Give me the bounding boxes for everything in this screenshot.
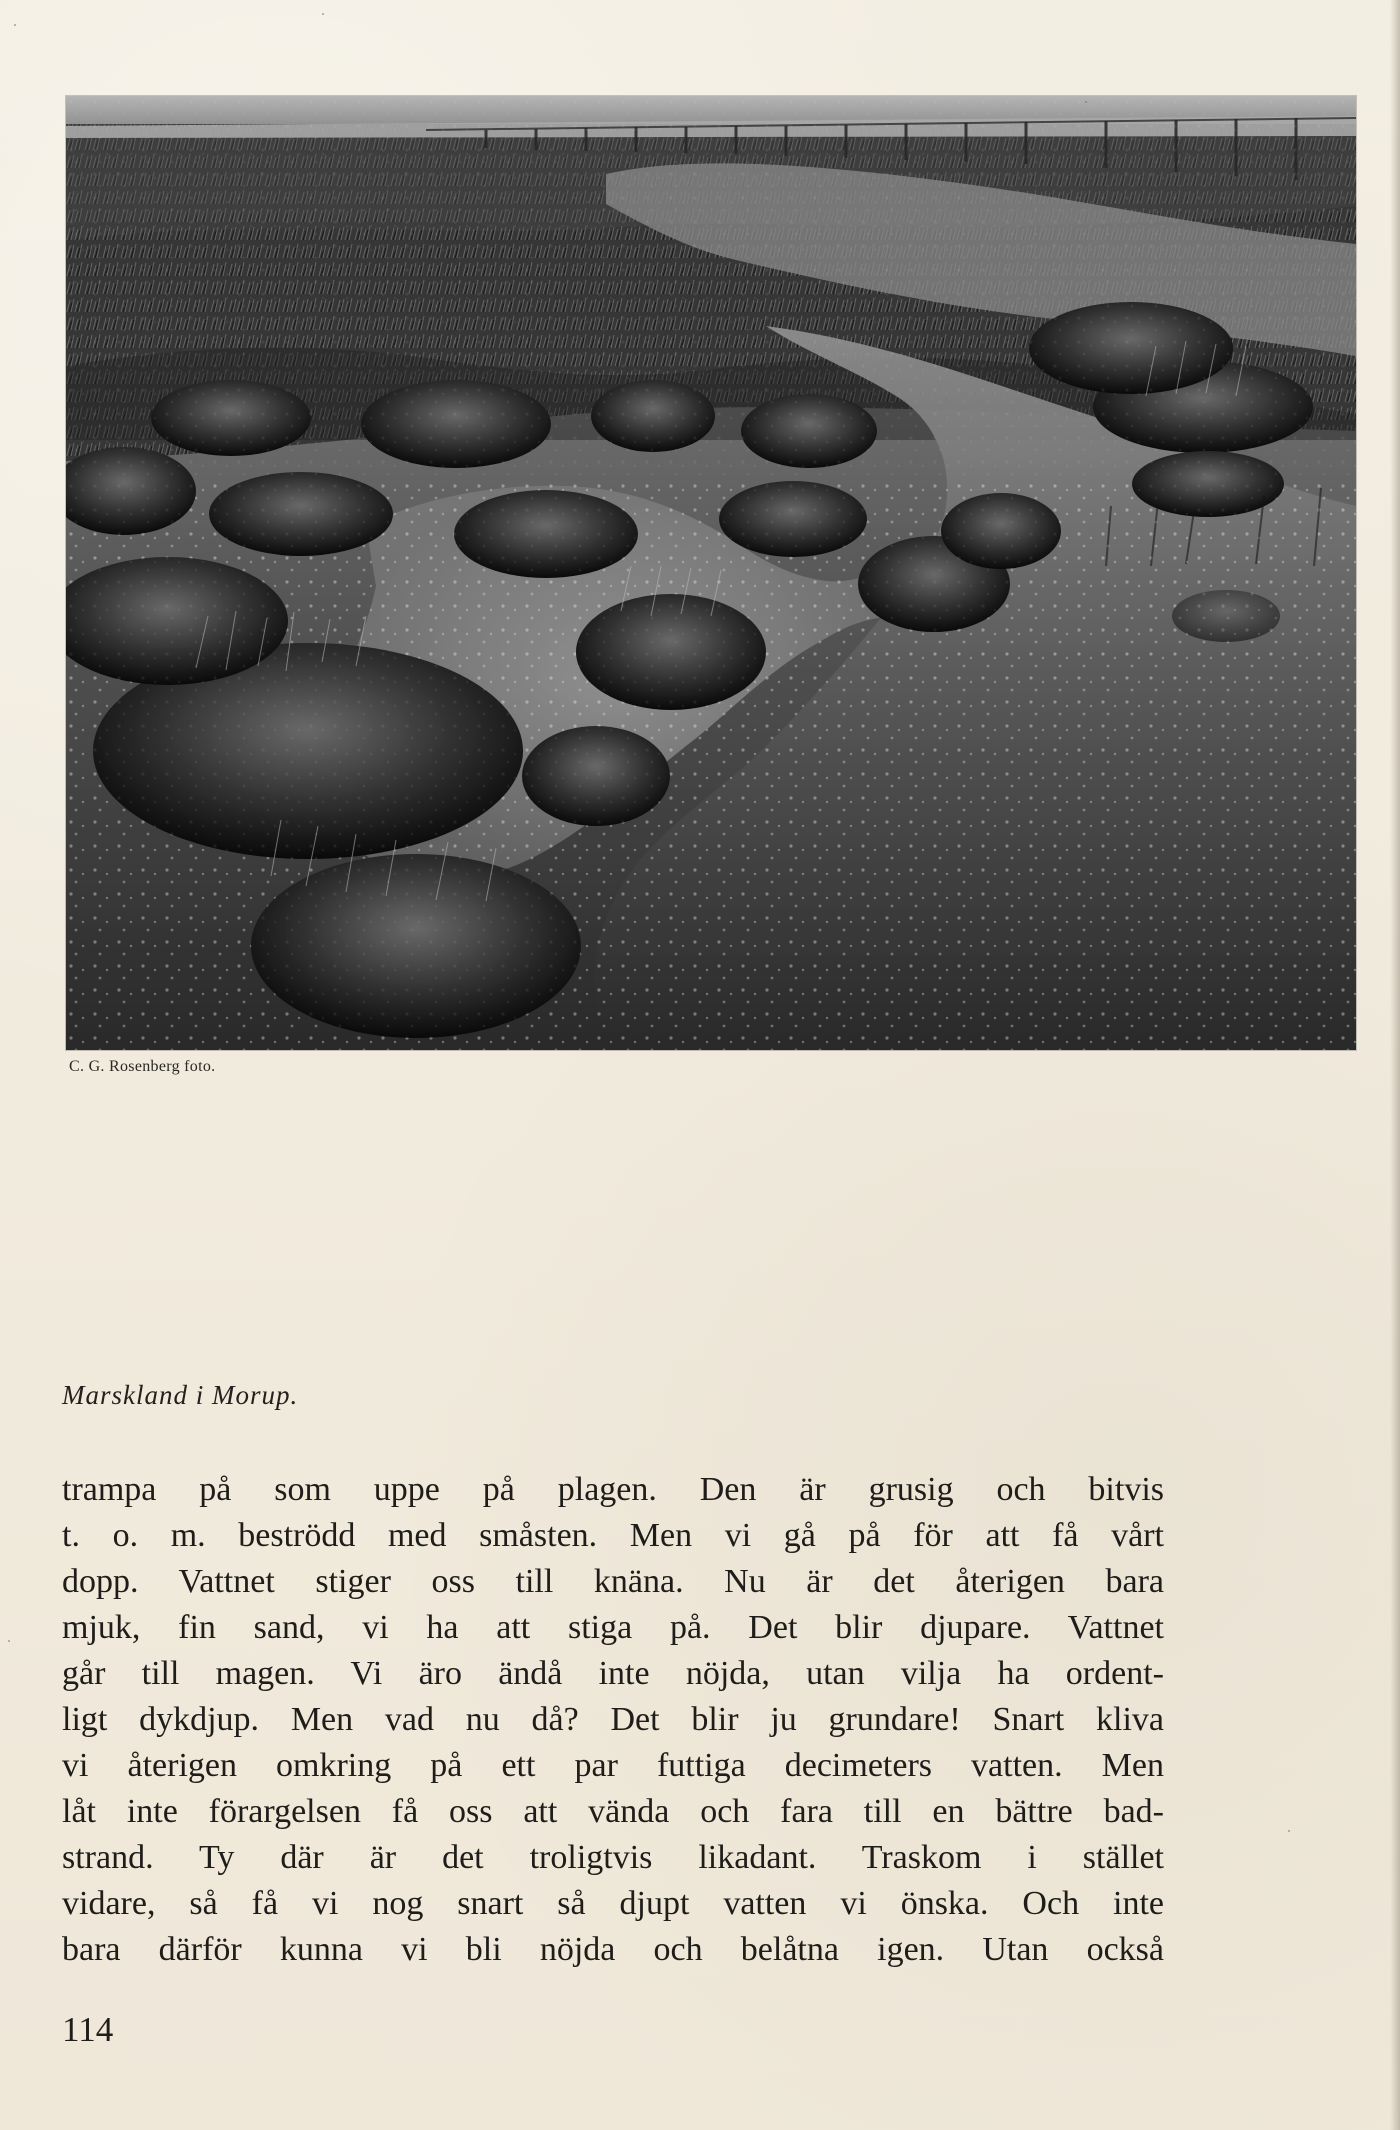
page-number: 114 bbox=[62, 2010, 114, 2049]
paper-speck bbox=[8, 1640, 10, 1642]
body-line: mjuk, fin sand, vi ha att stiga på. Det blir djupare. Vattnet bbox=[62, 1609, 1164, 1646]
body-line: går till magen. Vi äro ändå inte nöjda, utan vilja ha ordent- bbox=[62, 1655, 1164, 1692]
paper-speck bbox=[1085, 101, 1087, 103]
photo-credit: C. G. Rosenberg foto. bbox=[69, 1058, 216, 1075]
body-line: dopp. Vattnet stiger oss till knäna. Nu är det återigen bara bbox=[62, 1563, 1164, 1600]
body-line: vi återigen omkring på ett par futtiga decimeters vatten. Men bbox=[62, 1747, 1164, 1784]
paper-speck bbox=[1288, 1830, 1290, 1832]
photo-caption: Marskland i Morup. bbox=[62, 1380, 299, 1410]
scan-edge-shadow bbox=[1390, 0, 1400, 2130]
body-text bbox=[62, 1467, 1164, 1973]
body-line: vidare, så få vi nog snart så djupt vatten vi önska. Och inte bbox=[62, 1885, 1164, 1922]
body-line: låt inte förargelsen få oss att vända och fara till en bättre bad- bbox=[62, 1793, 1164, 1830]
paper-speck bbox=[322, 13, 324, 15]
body-line: ligt dykdjup. Men vad nu då? Det blir ju grundare! Snart kliva bbox=[62, 1701, 1164, 1738]
body-line: t. o. m. beströdd med småsten. Men vi gå på för att få vårt bbox=[62, 1517, 1164, 1554]
marshland-photo bbox=[66, 96, 1356, 1050]
body-line: trampa på som uppe på plagen. Den är grusig och bitvis bbox=[62, 1471, 1164, 1508]
body-line: strand. Ty där är det troligtvis likadant. Traskom i stället bbox=[62, 1839, 1164, 1876]
paper-speck bbox=[14, 24, 16, 26]
body-line: bara därför kunna vi bli nöjda och belåtna igen. Utan också bbox=[62, 1931, 1164, 1968]
marshland-photo-image bbox=[66, 96, 1356, 1050]
